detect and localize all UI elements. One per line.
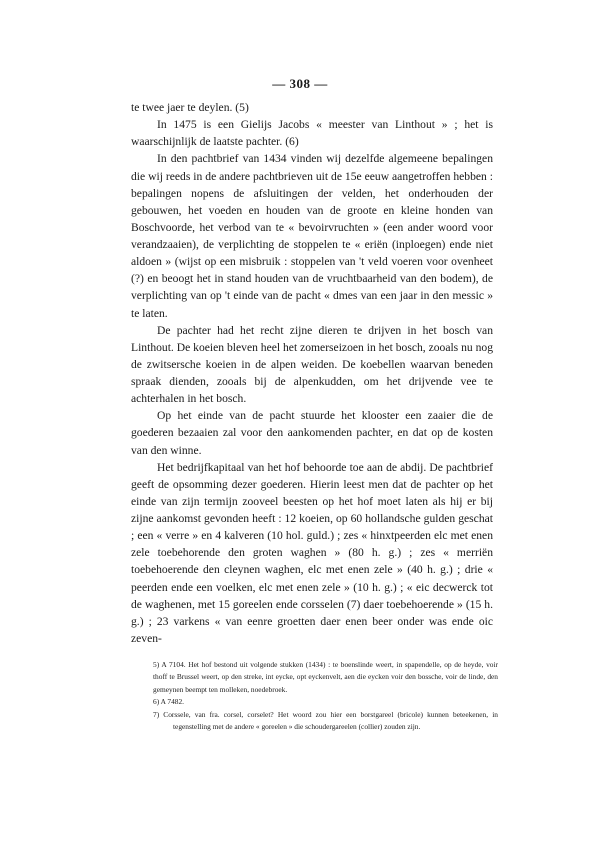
footnote: 7) Corssele, van fra. corsel, corselet? Het woord zou hier een borstgareel (bricole) kunnen beteekenen, in tegenstelling met de andere « goreelen » die schoudergareelen (collier) zouden zijn. [153, 709, 498, 732]
main-text [131, 99, 493, 647]
paragraph: te twee jaer te deylen. (5) [131, 101, 249, 114]
paragraph: Op het einde van de pacht stuurde het klooster een zaaier die de goederen bezaaien zal voor den aankomenden pachter, en dat op de kosten van den winne. [131, 409, 493, 457]
paragraph: De pachter had het recht zijne dieren te drijven in het bosch van Linthout. De koeien bleven heel het zomerseizoen in het bosch, zooals nu nog de zwitsersche koeien in de alpen weiden. De koebellen waarvan beneden spraak dienden, zooals bij de alpenkudden, om het drijvende vee te achterhalen in het bosch. [131, 323, 493, 406]
page-number: — 308 — [272, 76, 328, 91]
paragraph: In den pachtbrief van 1434 vinden wij dezelfde algemeene bepalingen die wij reeds in de andere pachtbrieven uit de 15e eeuw aangetroffen hebben : bepalingen nopens de afsluitingen der velden, het onderhouden der gebouwen, het voeden en houden van de groote en kleine honden van Boschvoorde, het verbod van te « bevoirvruchten » (een ander woord voor verandzaaien), de verplichting de stoppelen te « eriën (inploegen) ende niet aldoen » (wijst op een misbruik : stoppelen van 't veld voeren voor ovenheet (?) en beoogt het in stand houden van de vruchtbaarheid van den bodem), de verplichting van op 't einde van de pacht « dmes van een jaar in den messic » te laten. [131, 152, 493, 320]
paragraph: Het bedrijfkapitaal van het hof behoorde toe aan de abdij. De pachtbrief geeft de opsomming dezer goederen. Hierin leest men dat de pachter op het einde van zijn termijn zooveel beesten op het hof moet laten als hij er bij zijne aankomst gevonden heeft : 12 koeien, op 60 hollandsche gulden geschat ; een « verre » en 4 kalveren (10 hol. guld.) ; zes « hinxtpeerden elc met enen zele toebehorende den groten waghen » (80 h. g.) ; zes « merriën toebehoerende den cleynen waghen, elc met enen zele » (40 h. g.) ; drie « peerden ende een voelken, elc met enen zele » (10 h. g.) ; « eic decwerck tot de waghenen, met 15 goreelen ende corsselen (7) daer toebehoerende » (15 h. g.) ; 23 varkens « van eenre groetten daer enen beer onder was ende oic zeven- [131, 460, 493, 645]
footnote: 6) A 7482. [153, 697, 185, 707]
footnote: 5) A 7104. Het hof bestond uit volgende stukken (1434) : te boenslinde weert, in spapendelle, op de heyde, voir thoff te Brussel weert, op den streke, int eycke, opt eyckenvelt, aen die eycken voir den bossche, voir de linde, den gemeynen beempt ten molleken, noedebroek. [153, 660, 498, 694]
paragraph: In 1475 is een Gielijs Jacobs « meester van Linthout » ; het is waarschijnlijk de laatste pachter. (6) [131, 118, 493, 149]
footnotes [153, 659, 498, 733]
